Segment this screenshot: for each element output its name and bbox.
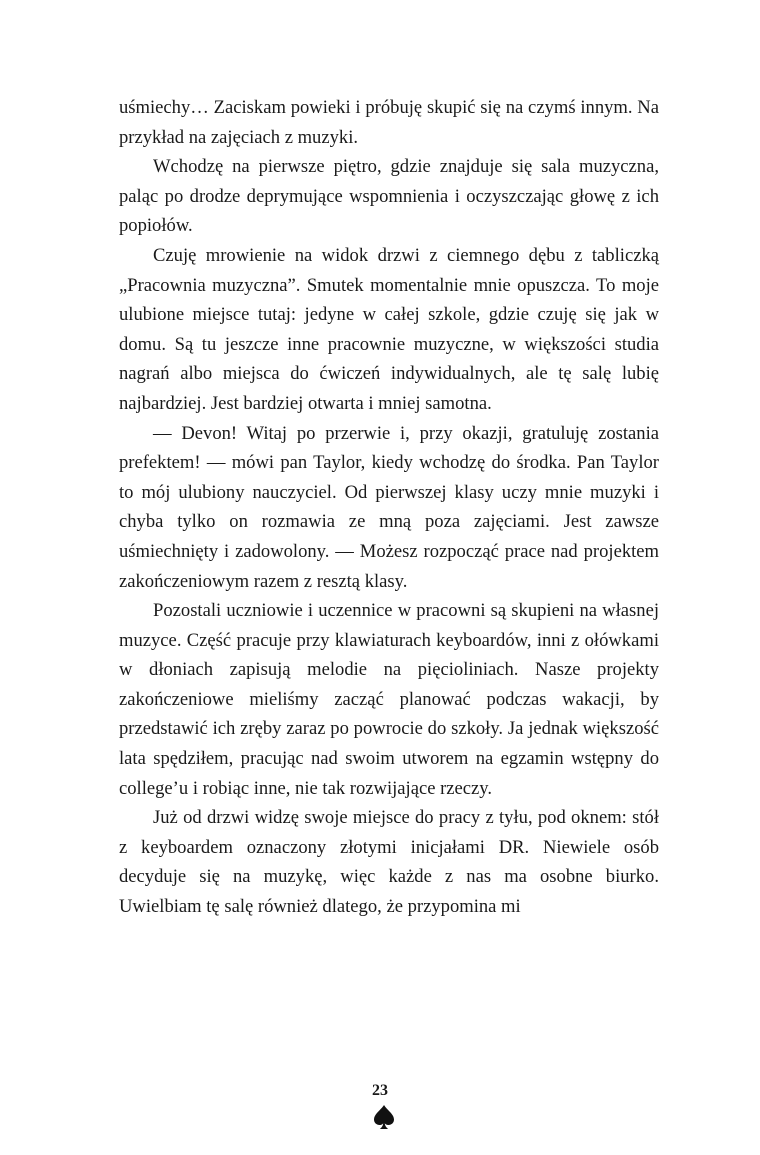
paragraph-6: Już od drzwi widzę swoje miejsce do pracy z tyłu, pod oknem: stół z keyboardem oznaczony złotymi inicjałami DR. Niewiele osób decyduje się na muzykę, więc każde z nas ma osobne biurko. Uwielbiam tę salę również dlatego, że przypomina mi	[119, 807, 659, 918]
spade-icon	[373, 1104, 395, 1130]
body-text	[119, 93, 659, 922]
paragraph-2: Wchodzę na pierwsze piętro, gdzie znajduje się sala muzyczna, paląc po drodze deprymujące wspomnienia i oczyszczając głowę z ich popiołów.	[119, 156, 659, 237]
paragraph-5: Pozostali uczniowie i uczennice w pracowni są skupieni na własnej muzyce. Część pracuje przy klawiaturach keyboardów, inni z ołówkami w dłoniach zapisują melodie na pięcioliniach. Nasze projekty zakończeniowe mieliśmy zacząć planować podczas wakacji, by przedstawić ich zręby zaraz po powrocie do szkoły. Ja jednak większość lata spędziłem, pracując nad swoim utworem na egzamin wstępny do college’u i robiąc inne, nie tak rozwijające rzeczy.	[119, 600, 659, 799]
page-number: 23	[372, 1082, 388, 1099]
paragraph-1: uśmiechy… Zaciskam powieki i próbuję skupić się na czymś innym. Na przykład na zajęciach z muzyki.	[119, 97, 659, 148]
paragraph-4: — Devon! Witaj po przerwie i, przy okazji, gratuluję zostania prefektem! — mówi pan Taylor, kiedy wchodzę do środka. Pan Taylor to mój ulubiony nauczyciel. Od pierwszej klasy uczy mnie muzyki i chyba tylko on rozmawia ze mną poza zajęciami. Jest zawsze uśmiechnięty i zadowolony. — Możesz rozpocząć prace nad projektem zakończeniowym razem z resztą klasy.	[119, 422, 659, 592]
paragraph-3: Czuję mrowienie na widok drzwi z ciemnego dębu z tabliczką „Pracownia muzyczna”. Smutek momentalnie mnie opuszcza. To moje ulubione miejsce tutaj: jedyne w całej szkole, gdzie czuję się jak w domu. Są tu jeszcze inne pracownie muzyczne, w większości studia nagrań albo miejsca do ćwiczeń indywidualnych, ale tę salę lubię najbardziej. Jest bardziej otwarta i mniej samotna.	[119, 244, 659, 414]
